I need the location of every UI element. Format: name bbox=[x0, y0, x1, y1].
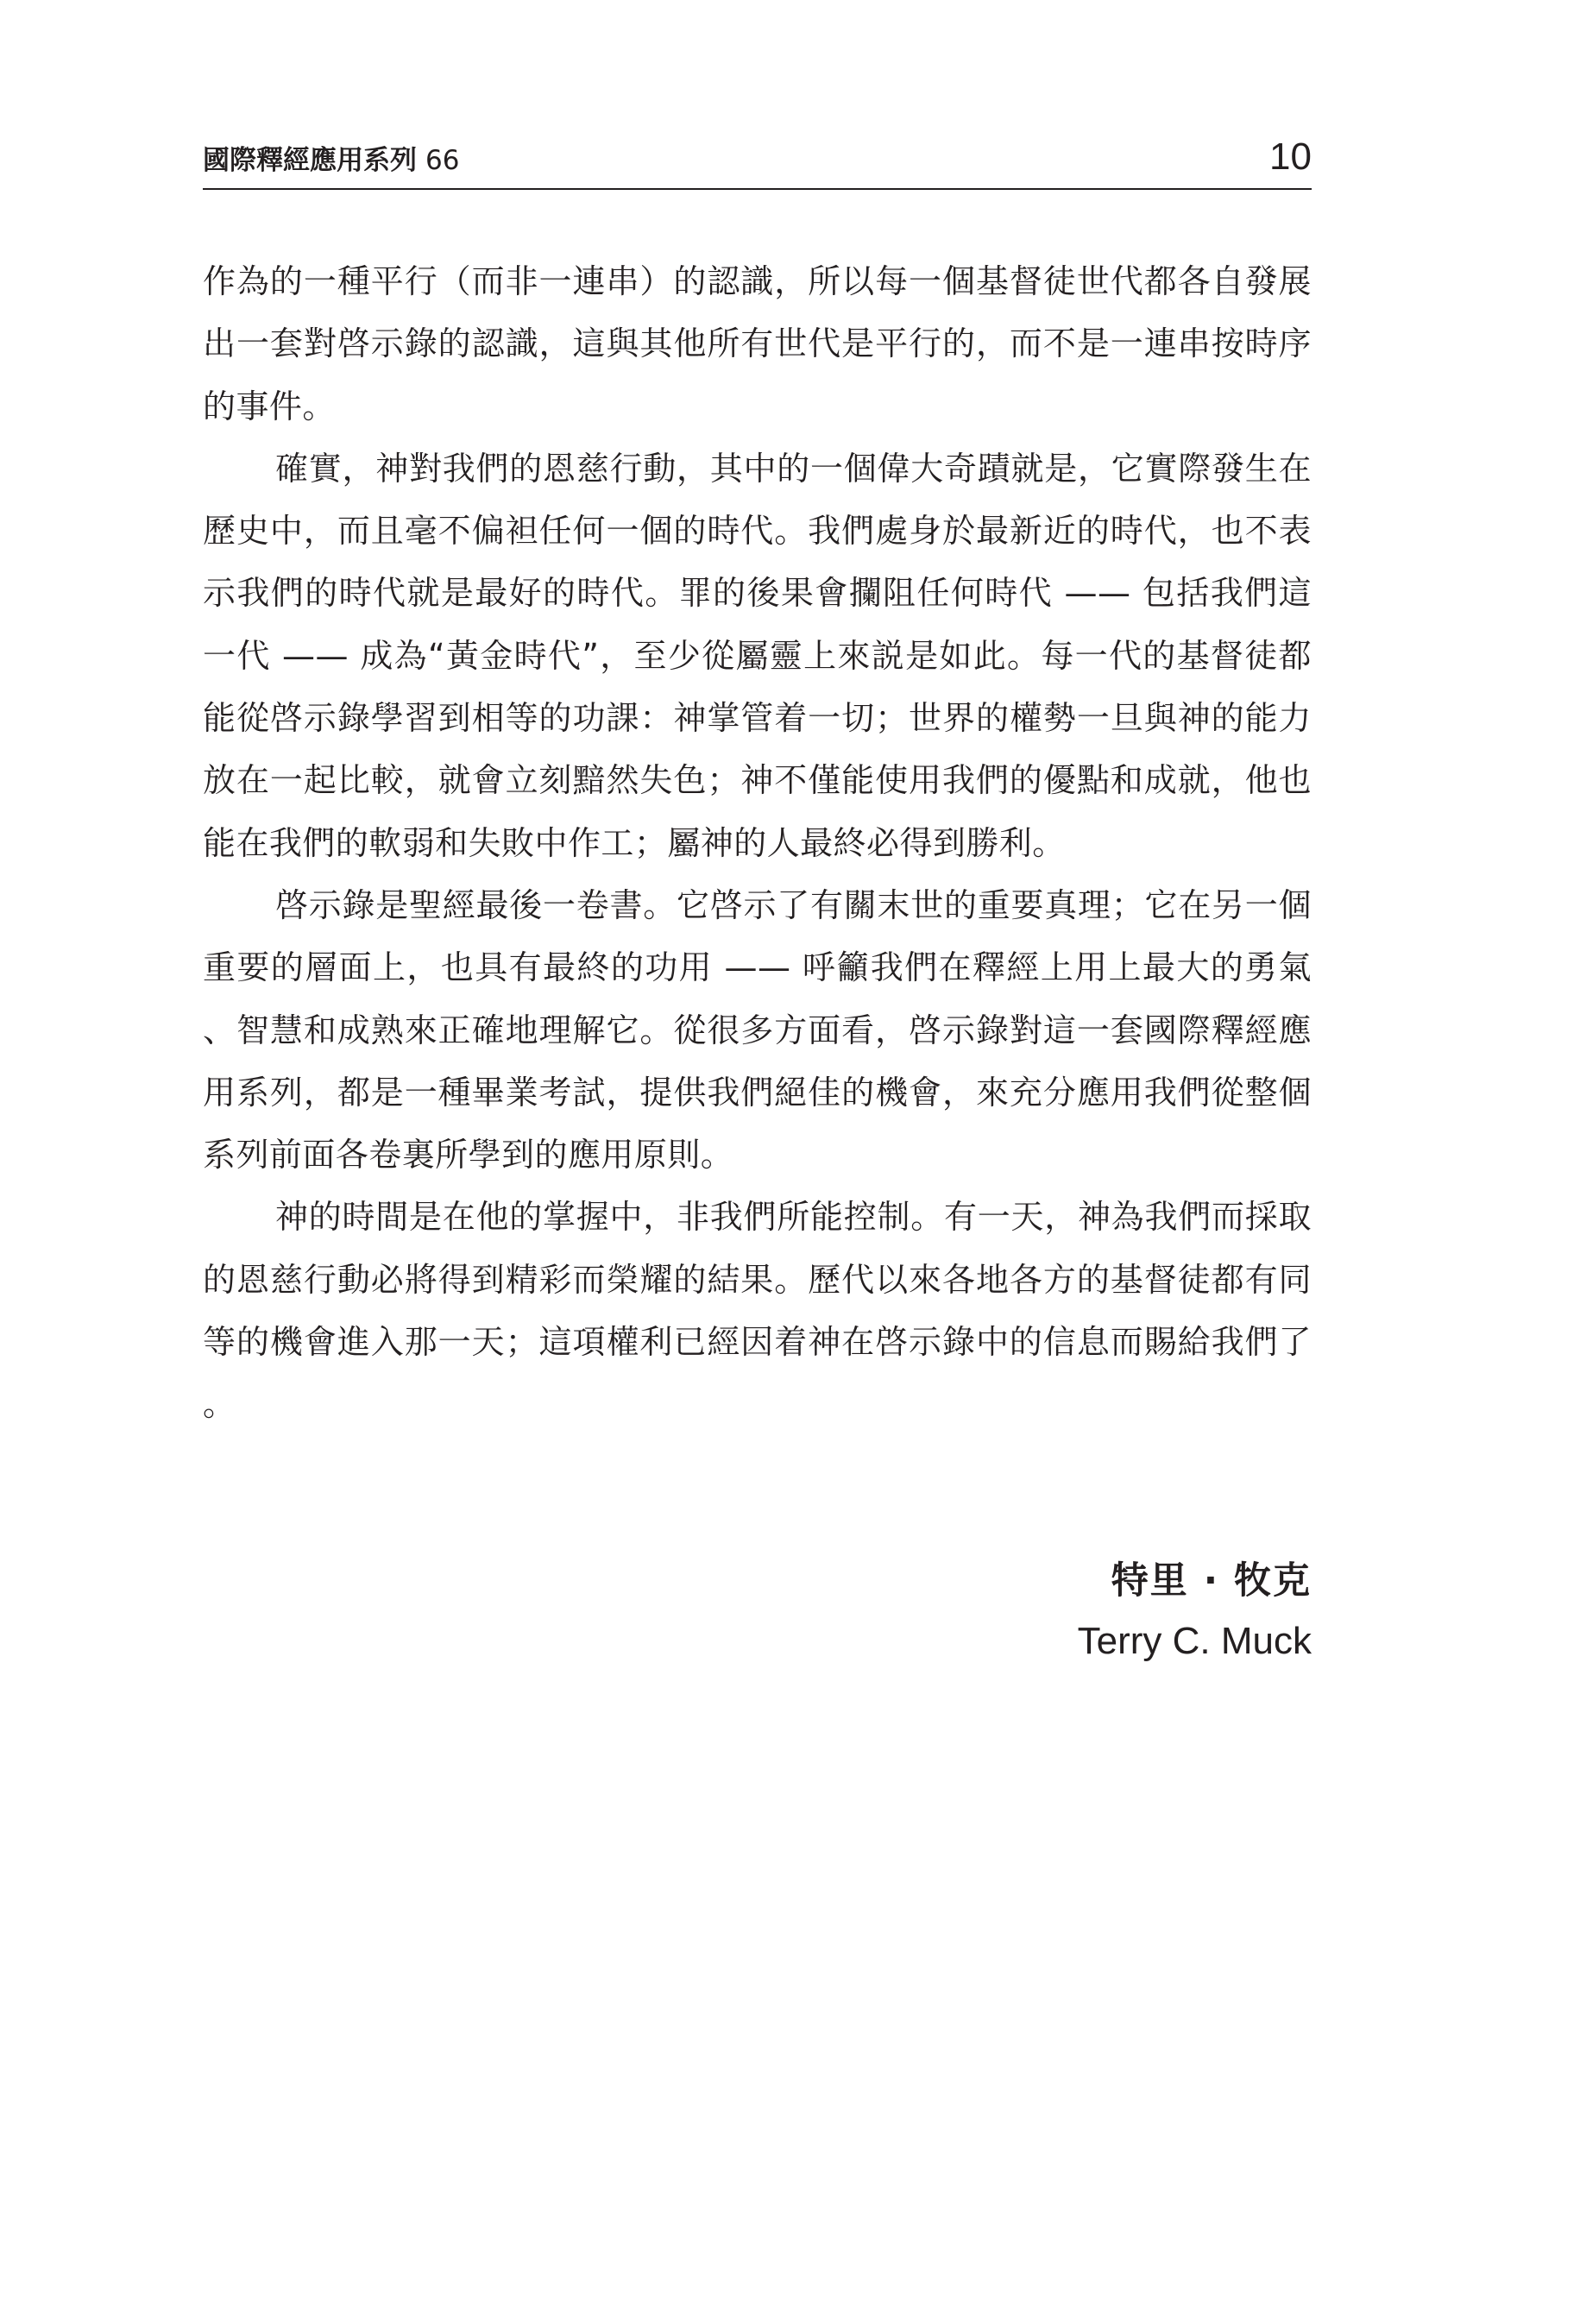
paragraph-gods-timing: 神的時間是在他的掌握中，非我們所能控制。有一天，神為我們而採取的恩慈行動必將得到精彩而榮耀的結果。歷代以來各地各方的基督徒都有同等的機會進入那一天；這項權利已經因着神在啓示錄中的信息而賜給我們了。 bbox=[203, 1198, 1312, 1424]
series-number: 66 bbox=[425, 145, 460, 176]
author-name-chinese: 特里 · 牧克 bbox=[1111, 1559, 1312, 1603]
paragraph-continued: 作為的一種平行（而非一連串）的認識，所以每一個基督徒世代都各自發展出一套對啓示錄的認識，這與其他所有世代是平行的，而不是一連串按時序的事件。 bbox=[203, 262, 1312, 425]
author-name-english: Terry C. Muck bbox=[1077, 1620, 1312, 1662]
running-header bbox=[203, 136, 1312, 190]
series-title bbox=[203, 143, 459, 178]
paragraph-last-book: 啓示錄是聖經最後一卷書。它啓示了有關末世的重要真理；它在另一個重要的層面上，也具有最終的功用 —— 呼籲我們在釋經上用上最大的勇氣、智慧和成熟來正確地理解它。從很多方面看，啓示錄對這一套國際釋經應用系列，都是一種畢業考試，提供我們絕佳的機會，來充分應用我們從整個系列前面各卷裏所學到的應用原則。 bbox=[203, 885, 1312, 1175]
series-name: 國際釋經應用系列 bbox=[203, 145, 417, 176]
page-number: 10 bbox=[1269, 135, 1312, 178]
signature bbox=[1078, 1553, 1312, 1669]
body-text bbox=[203, 250, 1312, 1436]
paragraph-grace-in-history: 確實，神對我們的恩慈行動，其中的一個偉大奇蹟就是，它實際發生在歷史中，而且毫不偏袒任何一個的時代。我們處身於最新近的時代，也不表示我們的時代就是最好的時代。罪的後果會攔阻任何時代 —— 包括我們這一代 —— 成為“黃金時代”，至少從屬靈上來説是如此。每一代的基督徒都能從啓示錄學習到相等的功課：神掌管着一切；世界的權勢一旦與神的能力放在一起比較，就會立刻黯然失色；神不僅能使用我們的優點和成就，他也能在我們的軟弱和失敗中作工；屬神的人最終必得到勝利。 bbox=[203, 449, 1312, 862]
